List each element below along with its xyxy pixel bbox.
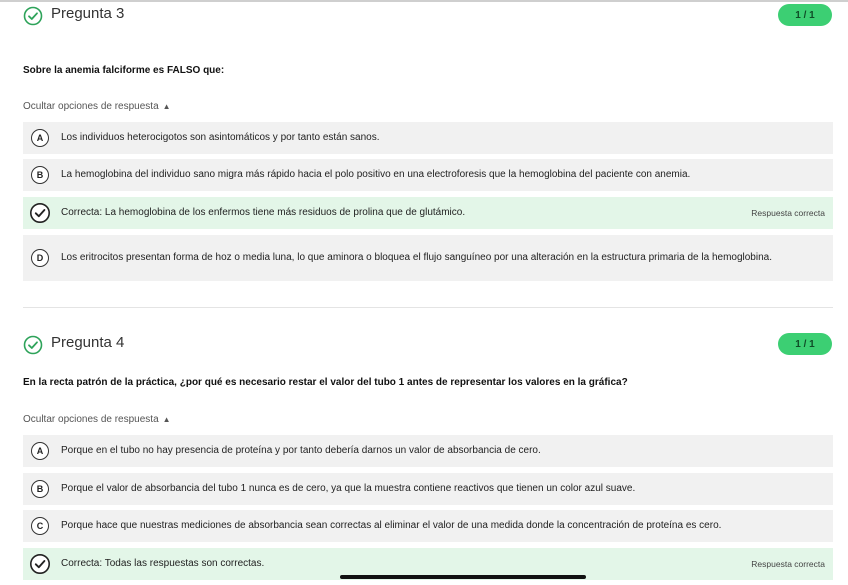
correct-answer-label: Respuesta correcta [751, 559, 825, 569]
toggle-label: Ocultar opciones de respuesta [23, 414, 159, 425]
option-text: Porque hace que nuestras mediciones de absorbancia sean correctas al eliminar el valor de una medida donde la concentración de proteína es cero. [61, 520, 722, 531]
question-text: En la recta patrón de la práctica, ¿por qué es necesario restar el valor del tubo 1 antes de representar los valores en la gráfica? [23, 377, 628, 388]
option-letter-badge: C [31, 517, 49, 535]
question-header [23, 333, 832, 363]
question-title: Pregunta 3 [51, 5, 125, 22]
option-letter-badge: D [31, 249, 49, 267]
option-text: Correcta: Todas las respuestas son correctas. [61, 558, 265, 569]
score-badge: 1 / 1 [778, 4, 832, 26]
option-c[interactable] [23, 510, 833, 542]
check-circle-icon [29, 553, 51, 575]
toggle-label: Ocultar opciones de respuesta [23, 101, 159, 112]
option-text: Porque el valor de absorbancia del tubo 1 nunca es de cero, ya que la muestra contiene reactivos que tienen un color azul suave. [61, 483, 636, 494]
option-letter-badge: B [31, 480, 49, 498]
option-text: Los individuos heterocigotos son asintomáticos y por tanto están sanos. [61, 132, 380, 143]
score-badge: 1 / 1 [778, 333, 832, 355]
caret-up-icon: ▲ [162, 415, 171, 424]
option-b[interactable] [23, 473, 833, 505]
home-indicator[interactable] [340, 575, 586, 579]
option-letter-badge: A [31, 442, 49, 460]
option-text: La hemoglobina del individuo sano migra más rápido hacia el polo positivo en una electroforesis que la hemoglobina del paciente con anemia. [61, 169, 691, 180]
option-letter-badge: B [31, 166, 49, 184]
caret-up-icon: ▲ [162, 102, 171, 111]
question-text: Sobre la anemia falciforme es FALSO que: [23, 65, 225, 76]
toggle-answers-button[interactable] [23, 414, 171, 425]
check-circle-icon [23, 335, 43, 355]
question-title: Pregunta 4 [51, 334, 125, 351]
option-text: Correcta: La hemoglobina de los enfermos tiene más residuos de prolina que de glutámico. [61, 207, 466, 218]
option-a[interactable] [23, 435, 833, 467]
option-text: Porque en el tubo no hay presencia de proteína y por tanto debería darnos un valor de absorbancia de cero. [61, 445, 541, 456]
option-text: Los eritrocitos presentan forma de hoz o media luna, lo que aminora o bloquea el flujo sanguíneo por una alteración en la estructura primaria de la hemoglobina. [61, 252, 772, 263]
correct-answer-label: Respuesta correcta [751, 208, 825, 218]
option-letter-badge: A [31, 129, 49, 147]
